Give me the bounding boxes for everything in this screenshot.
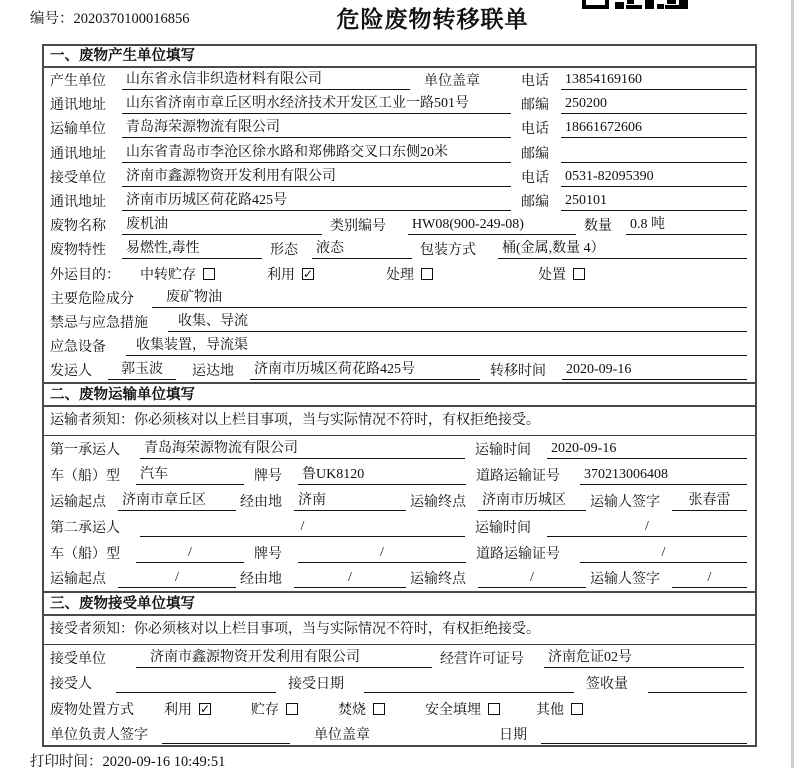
producer-phone-value: 13854169160 [561, 70, 747, 90]
hazard-component-label: 主要危险成分 [50, 291, 134, 307]
producer-unit-row [44, 68, 755, 92]
transport-purpose-label: 外运目的： [50, 267, 120, 283]
second-carrier-value: / [140, 517, 465, 537]
checkbox-icon [488, 703, 500, 715]
emergency-measures-value: 收集、导流 [168, 312, 747, 332]
accept-unit-value: 济南市鑫源物资开发利用有限公司 [136, 648, 432, 668]
quantity-value: 0.8 吨 [626, 215, 747, 235]
checkbox-disposal-storage [251, 699, 298, 719]
date2-value [541, 724, 747, 744]
responsible-sign-value [162, 724, 290, 744]
first-carrier-row [44, 436, 755, 462]
transporter-phone-value: 18661672606 [561, 118, 747, 138]
second-carrier-row [44, 514, 755, 540]
receiver-address-row [44, 189, 755, 213]
disposal-method-label: 废物处置方式 [50, 702, 134, 718]
accept-date-value [364, 673, 574, 693]
transport-purpose-row [44, 262, 755, 286]
disposal-method-row [44, 696, 755, 722]
plate2-label: 牌号 [254, 546, 282, 562]
producer-address-row [44, 92, 755, 116]
checkbox-disposal-utilize-label: 利用 [164, 702, 192, 718]
checkbox-icon [286, 703, 298, 715]
emergency-measures-row [44, 310, 755, 334]
transporter-unit-label: 运输单位 [50, 122, 106, 138]
carrier-sign1-value: 张春雷 [672, 491, 747, 511]
waste-property-value: 易燃性,毒性 [122, 239, 262, 259]
plate1-value: 鲁UK8120 [298, 465, 466, 485]
producer-zip-value: 250200 [561, 94, 747, 114]
carrier-sign1-label: 运输人签字 [590, 494, 660, 510]
receiver-address-value: 济南市历城区荷花路425号 [122, 191, 511, 211]
carrier-sign2-label: 运输人签字 [590, 572, 660, 588]
via1-label: 经由地 [240, 494, 282, 510]
receiver-unit-row [44, 165, 755, 189]
form-label: 形态 [270, 243, 298, 259]
checkbox-disposal-incinerate [338, 699, 385, 719]
origin1-label: 运输起点 [50, 494, 106, 510]
receiver-zip-label: 邮编 [521, 195, 549, 211]
checkbox-icon [421, 268, 433, 280]
via2-label: 经由地 [240, 572, 282, 588]
license-value: 济南危证02号 [544, 648, 744, 668]
accept-person-label: 接受人 [50, 677, 92, 693]
category-code-value: HW08(900-249-08) [408, 215, 576, 235]
checkbox-checked-icon: ✓ [200, 701, 211, 716]
route2-row [44, 565, 755, 591]
checkbox-treat [386, 264, 433, 284]
checkbox-icon [203, 268, 215, 280]
transporter-unit-row [44, 116, 755, 140]
packaging-label: 包装方式 [420, 243, 476, 259]
destination-label: 运达地 [192, 364, 234, 380]
checkbox-transfer-storage-label: 中转贮存 [140, 267, 196, 283]
transfer-time-value: 2020-09-16 [562, 360, 747, 380]
transport-time2-label: 运输时间 [475, 520, 531, 536]
shipper-value: 郭玉波 [108, 360, 176, 380]
transport-time2-value: / [547, 517, 747, 537]
second-carrier-label: 第二承运人 [50, 520, 120, 536]
transporter-address-value: 山东省青岛市李沧区徐水路和郑佛路交叉口东侧20米 [122, 143, 511, 163]
destination-value: 济南市历城区荷花路425号 [250, 360, 480, 380]
transfer-time-label: 转移时间 [490, 364, 546, 380]
vehicle-type1-value: 汽车 [136, 465, 244, 485]
via2-value: / [294, 568, 406, 588]
waste-name-row [44, 213, 755, 237]
packaging-value: 桶(金属,数量 4） [498, 239, 747, 259]
unit-stamp2-label: 单位盖章 [314, 728, 370, 744]
emergency-measures-label: 禁忌与应急措施 [50, 315, 148, 331]
quantity-label: 数量 [584, 219, 612, 235]
category-code-label: 类别编号 [330, 219, 386, 235]
checkbox-dispose [538, 264, 585, 284]
first-carrier-value: 青岛海荣源物流有限公司 [140, 439, 465, 459]
checkbox-icon [373, 703, 385, 715]
transporter-zip-value [561, 143, 747, 163]
waste-name-value: 废机油 [122, 215, 322, 235]
vehicle1-row [44, 462, 755, 488]
transport-time1-label: 运输时间 [475, 443, 531, 459]
road-permit1-value: 370213006408 [580, 465, 747, 485]
receiver-phone-label: 电话 [521, 170, 549, 186]
transporter-unit-value: 青岛海荣源物流有限公司 [122, 118, 511, 138]
road-permit1-label: 道路运输证号 [476, 469, 560, 485]
responsible-sign-label: 单位负责人签字 [50, 728, 148, 744]
transporter-phone-label: 电话 [521, 122, 549, 138]
checkbox-checked-icon: ✓ [303, 266, 314, 281]
producer-zip-label: 邮编 [521, 98, 549, 114]
terminus1-value: 济南市历城区 [478, 491, 586, 511]
signed-quantity-label: 签收量 [586, 677, 628, 693]
transporter-zip-label: 邮编 [521, 146, 549, 162]
page-edge-line [791, 0, 794, 768]
waste-property-row [44, 237, 755, 261]
plate1-label: 牌号 [254, 469, 282, 485]
producer-phone-label: 电话 [521, 74, 549, 90]
section2-header: 二、废物运输单位填写 [44, 382, 755, 407]
page-title: 危险废物转移联单 [336, 7, 529, 32]
first-carrier-label: 第一承运人 [50, 443, 120, 459]
hazard-component-value: 废矿物油 [152, 288, 747, 308]
origin1-value: 济南市章丘区 [118, 491, 236, 511]
terminus2-value: / [478, 568, 586, 588]
checkbox-icon [573, 268, 585, 280]
accept-person-row [44, 671, 755, 697]
checkbox-icon [571, 703, 583, 715]
terminus1-label: 运输终点 [410, 494, 466, 510]
producer-address-value: 山东省济南市章丘区明水经济技术开发区工业一路501号 [122, 94, 511, 114]
checkbox-disposal-other-label: 其他 [536, 702, 564, 718]
transport-time1-value: 2020-09-16 [547, 439, 747, 459]
emergency-equipment-value: 收集装置，导流渠 [126, 336, 747, 356]
carrier-sign2-value: / [672, 568, 747, 588]
print-time [30, 750, 225, 768]
transporter-address-label: 通讯地址 [50, 146, 106, 162]
producer-address-label: 通讯地址 [50, 98, 106, 114]
checkbox-utilize-label: 利用 [267, 267, 295, 283]
origin2-value: / [118, 568, 236, 588]
doc-number-label: 编号： [30, 11, 74, 27]
vehicle-type1-label: 车（船）型 [50, 469, 120, 485]
plate2-value: / [298, 543, 466, 563]
form-value: 液态 [312, 239, 412, 259]
receiver-unit-label: 接受单位 [50, 170, 106, 186]
checkbox-disposal-other [536, 699, 583, 719]
accept-date-label: 接受日期 [288, 677, 344, 693]
print-time-value: 2020-09-16 10:49:51 [102, 754, 226, 768]
section1-header: 一、废物产生单位填写 [44, 46, 755, 68]
transporter-address-row [44, 141, 755, 165]
vehicle-type2-value: / [136, 543, 244, 563]
vehicle-type2-label: 车（船）型 [50, 546, 120, 562]
via1-value: 济南 [294, 491, 406, 511]
section3-header: 三、废物接受单位填写 [44, 591, 755, 616]
date2-label: 日期 [499, 728, 527, 744]
checkbox-disposal-landfill-label: 安全填埋 [425, 702, 481, 718]
road-permit2-value: / [580, 543, 747, 563]
checkbox-disposal-landfill [425, 699, 500, 719]
qr-code-fragment-icon [582, 0, 688, 9]
accept-person-value [116, 673, 276, 693]
producer-unit-value: 山东省永信非织造材料有限公司 [122, 70, 410, 90]
checkbox-dispose-label: 处置 [538, 267, 566, 283]
terminus2-label: 运输终点 [410, 572, 466, 588]
receiver-unit-value: 济南市鑫源物资开发利用有限公司 [122, 167, 511, 187]
producer-unit-label: 产生单位 [50, 74, 106, 90]
manifest-form-table [42, 44, 757, 747]
accept-unit-label: 接受单位 [50, 651, 106, 667]
waste-property-label: 废物特性 [50, 243, 106, 259]
checkbox-transfer-storage [140, 264, 215, 284]
accept-unit-row [44, 645, 755, 671]
origin2-label: 运输起点 [50, 572, 106, 588]
receiver-phone-value: 0531-82095390 [561, 167, 747, 187]
shipper-label: 发运人 [50, 364, 92, 380]
waste-name-label: 废物名称 [50, 219, 106, 235]
emergency-equipment-row [44, 334, 755, 358]
receiver-zip-value: 250101 [561, 191, 747, 211]
checkbox-treat-label: 处理 [386, 267, 414, 283]
hazard-component-row [44, 286, 755, 310]
license-label: 经营许可证号 [440, 651, 524, 667]
responsible-sign-row [44, 722, 755, 747]
signed-quantity-value [648, 673, 747, 693]
receiver-notice: 接受者须知：你必须核对以上栏目事项，当与实际情况不符时，有权拒绝接受。 [44, 616, 755, 645]
receiver-address-label: 通讯地址 [50, 195, 106, 211]
road-permit2-label: 道路运输证号 [476, 546, 560, 562]
route1-row [44, 488, 755, 514]
vehicle2-row [44, 540, 755, 566]
checkbox-disposal-incinerate-label: 焚烧 [338, 702, 366, 718]
checkbox-utilize [267, 264, 314, 284]
emergency-equipment-label: 应急设备 [50, 340, 106, 356]
doc-number-value: 2020370100016856 [73, 11, 190, 27]
transporter-notice: 运输者须知：你必须核对以上栏目事项，当与实际情况不符时，有权拒绝接受。 [44, 407, 755, 436]
print-time-label: 打印时间： [30, 754, 103, 768]
checkbox-disposal-utilize [164, 699, 211, 719]
shipper-row [44, 358, 755, 382]
unit-stamp-label: 单位盖章 [424, 74, 480, 90]
checkbox-disposal-storage-label: 贮存 [251, 702, 279, 718]
